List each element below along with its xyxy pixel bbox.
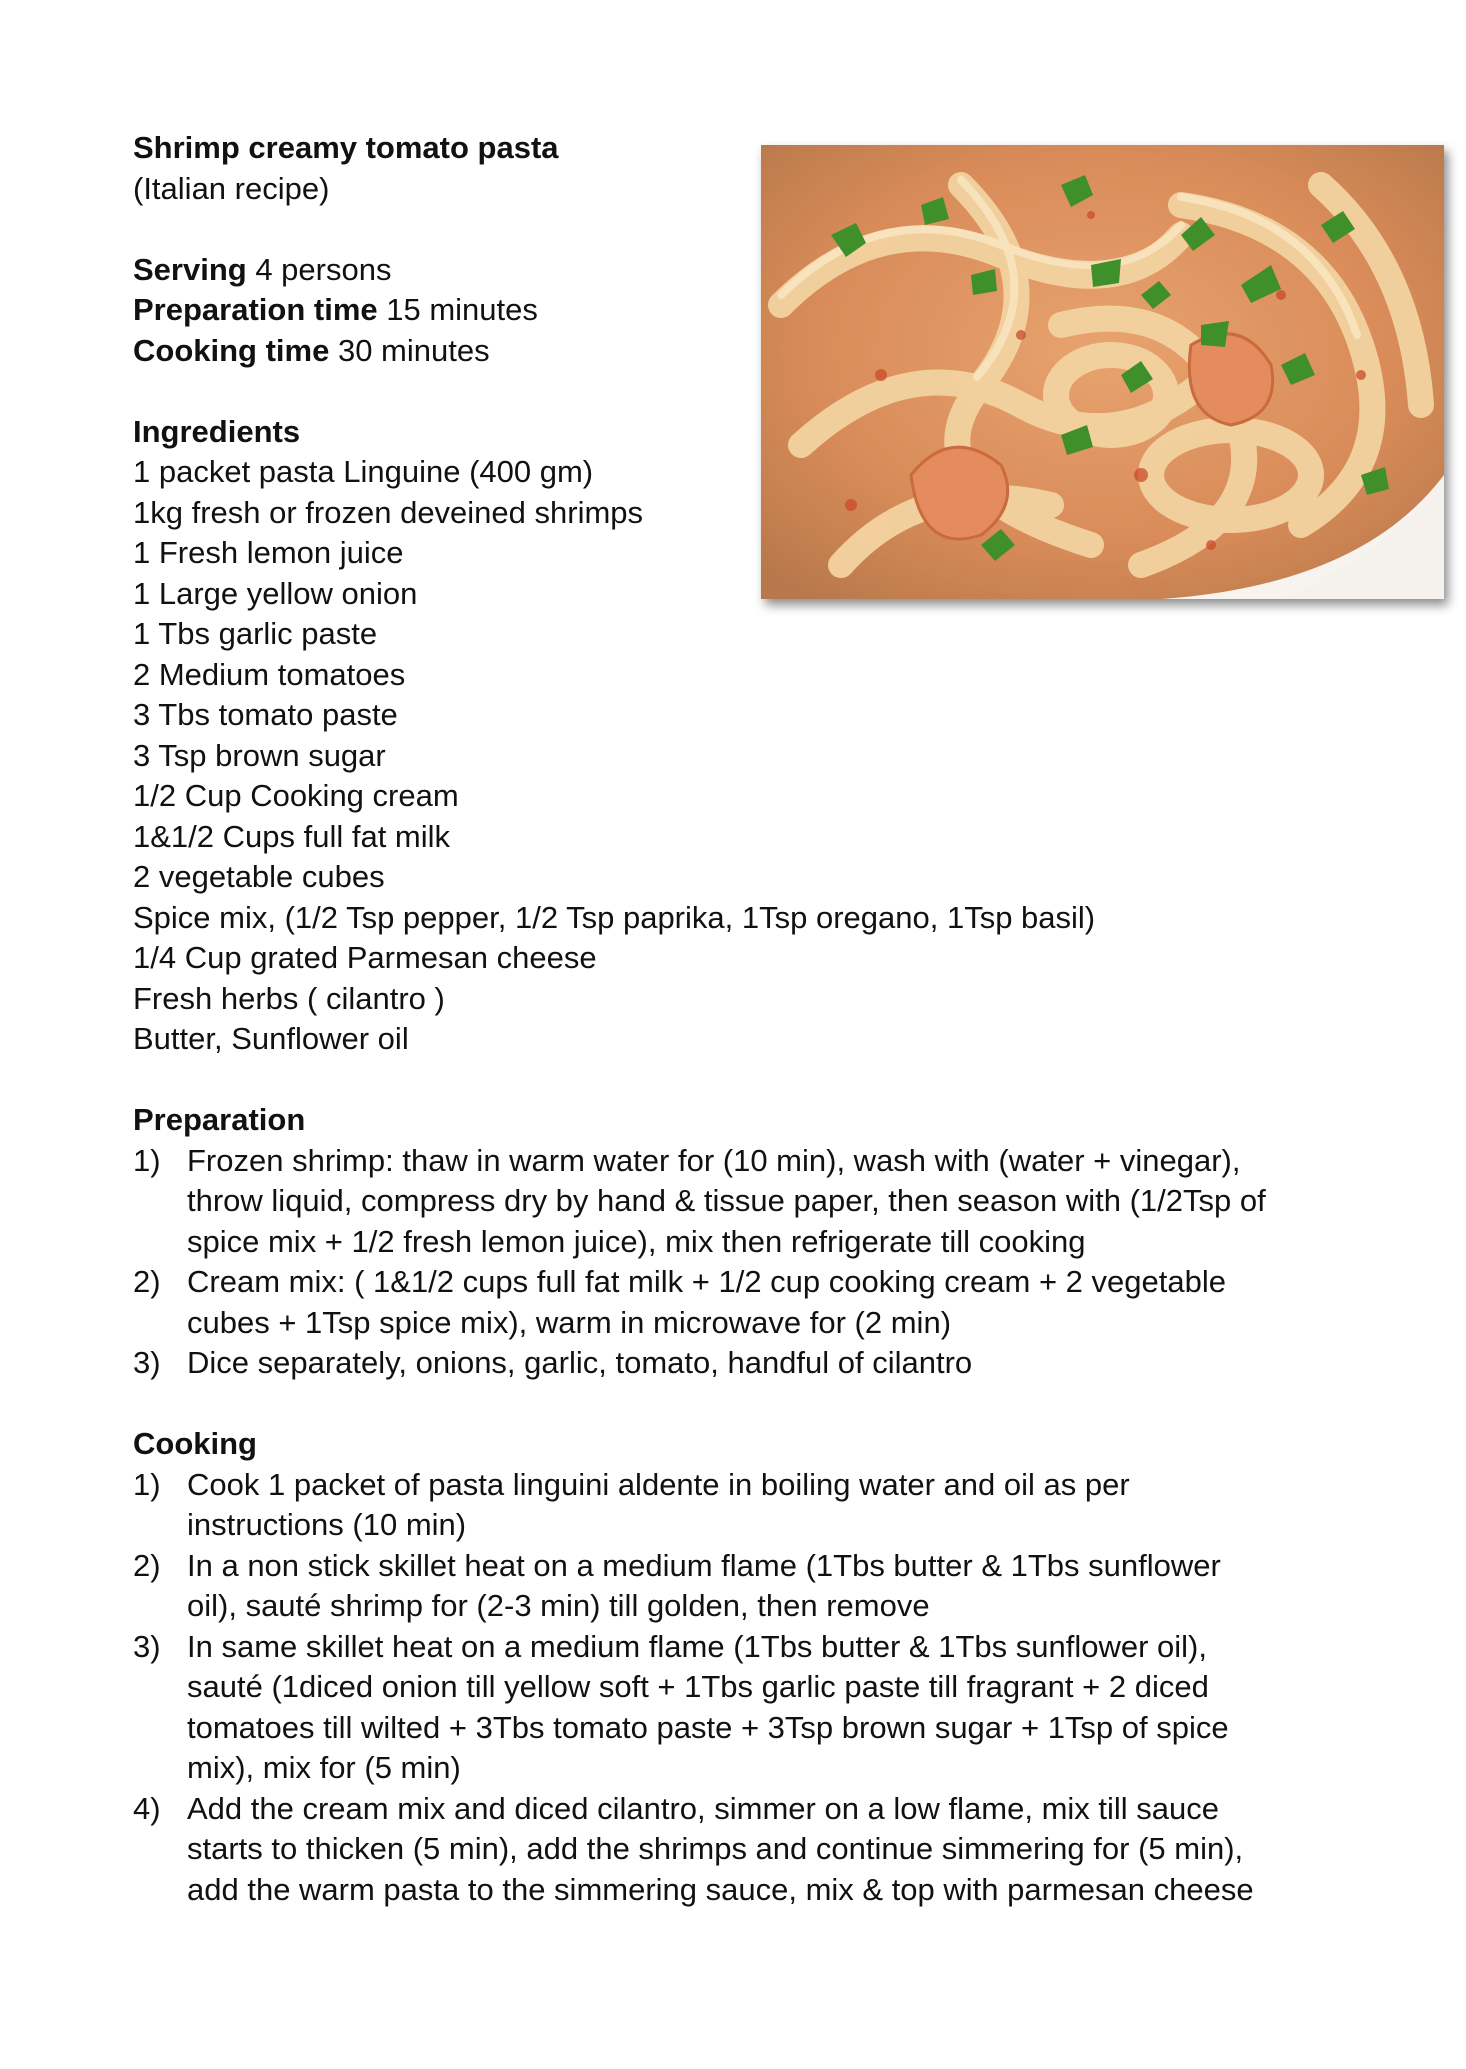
recipe-title: Shrimp creamy tomato pasta xyxy=(133,130,559,165)
step-text-line: In same skillet heat on a medium flame (1Tbs butter & 1Tbs sunflower oil), xyxy=(187,1628,1207,1664)
step-text-line: starts to thicken (5 min), add the shrimps and continue simmering for (5 min), xyxy=(187,1831,1244,1866)
preparation-heading: Preparation xyxy=(133,1102,306,1137)
ingredient-item: 1 Tbs garlic paste xyxy=(133,616,378,651)
step-number: 4) xyxy=(133,1790,161,1826)
cooking-step xyxy=(133,1627,1353,1789)
cooking-step xyxy=(133,1465,1353,1546)
step-text-line: add the warm pasta to the simmering sauce, mix & top with parmesan cheese xyxy=(187,1871,1254,1907)
step-text-line: mix), mix for (5 min) xyxy=(187,1750,461,1785)
preparation-step xyxy=(133,1262,1353,1343)
step-text-line: cubes + 1Tsp spice mix), warm in microwave for (2 min) xyxy=(187,1304,952,1340)
step-text-line: sauté (1diced onion till yellow soft + 1Tbs garlic paste till fragrant + 2 diced xyxy=(187,1669,1209,1704)
step-text-line: Add the cream mix and diced cilantro, simmer on a low flame, mix till sauce xyxy=(187,1790,1220,1826)
step-text-line: spice mix + 1/2 fresh lemon juice), mix then refrigerate till cooking xyxy=(187,1223,1086,1259)
meta-value: 15 minutes xyxy=(377,292,538,327)
ingredient-item: 1kg fresh or frozen deveined shrimps xyxy=(133,494,644,530)
ingredient-item: 3 Tbs tomato paste xyxy=(133,697,398,732)
cooking-step xyxy=(133,1789,1353,1911)
step-number: 3) xyxy=(133,1345,161,1380)
recipe-subtitle: (Italian recipe) xyxy=(133,170,330,206)
step-text-line: Dice separately, onions, garlic, tomato, handful of cilantro xyxy=(187,1345,973,1380)
ingredient-item: Spice mix, (1/2 Tsp pepper, 1/2 Tsp paprika, 1Tsp oregano, 1Tsp basil) xyxy=(133,899,1096,935)
ingredient-item: Fresh herbs ( cilantro ) xyxy=(133,980,445,1016)
ingredient-item: 1 Fresh lemon juice xyxy=(133,535,404,570)
ingredient-item: 1/2 Cup Cooking cream xyxy=(133,778,459,813)
ingredient-item: 3 Tsp brown sugar xyxy=(133,737,386,773)
pasta-with-shrimp-photo xyxy=(761,145,1444,599)
step-text-line: In a non stick skillet heat on a medium flame (1Tbs butter & 1Tbs sunflower xyxy=(187,1547,1221,1583)
preparation-step xyxy=(133,1141,1353,1263)
step-text-line: Cream mix: ( 1&1/2 cups full fat milk + 1/2 cup cooking cream + 2 vegetable xyxy=(187,1264,1226,1299)
meta-label: Cooking time xyxy=(133,332,330,368)
ingredient-item: Butter, Sunflower oil xyxy=(133,1021,409,1056)
ingredients-heading: Ingredients xyxy=(133,413,301,449)
cooking-steps xyxy=(133,1465,1353,1911)
step-text-line: oil), sauté shrimp for (2-3 min) till golden, then remove xyxy=(187,1588,930,1623)
step-text-line: throw liquid, compress dry by hand & tissue paper, then season with (1/2Tsp of xyxy=(187,1183,1266,1218)
step-number: 1) xyxy=(133,1466,161,1502)
cooking-step xyxy=(133,1546,1353,1627)
meta-label: Serving xyxy=(133,251,247,287)
step-text-line: instructions (10 min) xyxy=(187,1507,467,1542)
meta-value: 30 minutes xyxy=(329,332,490,368)
step-number: 2) xyxy=(133,1547,161,1583)
step-number: 2) xyxy=(133,1264,161,1299)
step-number: 1) xyxy=(133,1142,161,1178)
ingredient-item: 2 Medium tomatoes xyxy=(133,656,406,692)
step-text-line: Cook 1 packet of pasta linguini aldente in boiling water and oil as per xyxy=(187,1466,1130,1502)
preparation-step xyxy=(133,1343,1353,1384)
step-text-line: tomatoes till wilted + 3Tbs tomato paste + 3Tsp brown sugar + 1Tsp of spice xyxy=(187,1709,1229,1745)
step-number: 3) xyxy=(133,1628,161,1664)
meta-value: 4 persons xyxy=(246,251,392,287)
ingredient-item: 1&1/2 Cups full fat milk xyxy=(133,818,451,854)
ingredient-item: 1 packet pasta Linguine (400 gm) xyxy=(133,454,594,489)
meta-label: Preparation time xyxy=(133,292,378,327)
cooking-heading: Cooking xyxy=(133,1426,257,1461)
ingredient-item: 1/4 Cup grated Parmesan cheese xyxy=(133,940,597,975)
step-text-line: Frozen shrimp: thaw in warm water for (10 min), wash with (water + vinegar), xyxy=(187,1142,1241,1178)
ingredient-item: 2 vegetable cubes xyxy=(133,859,385,894)
preparation-steps xyxy=(133,1141,1353,1384)
ingredient-item: 1 Large yellow onion xyxy=(133,575,418,611)
